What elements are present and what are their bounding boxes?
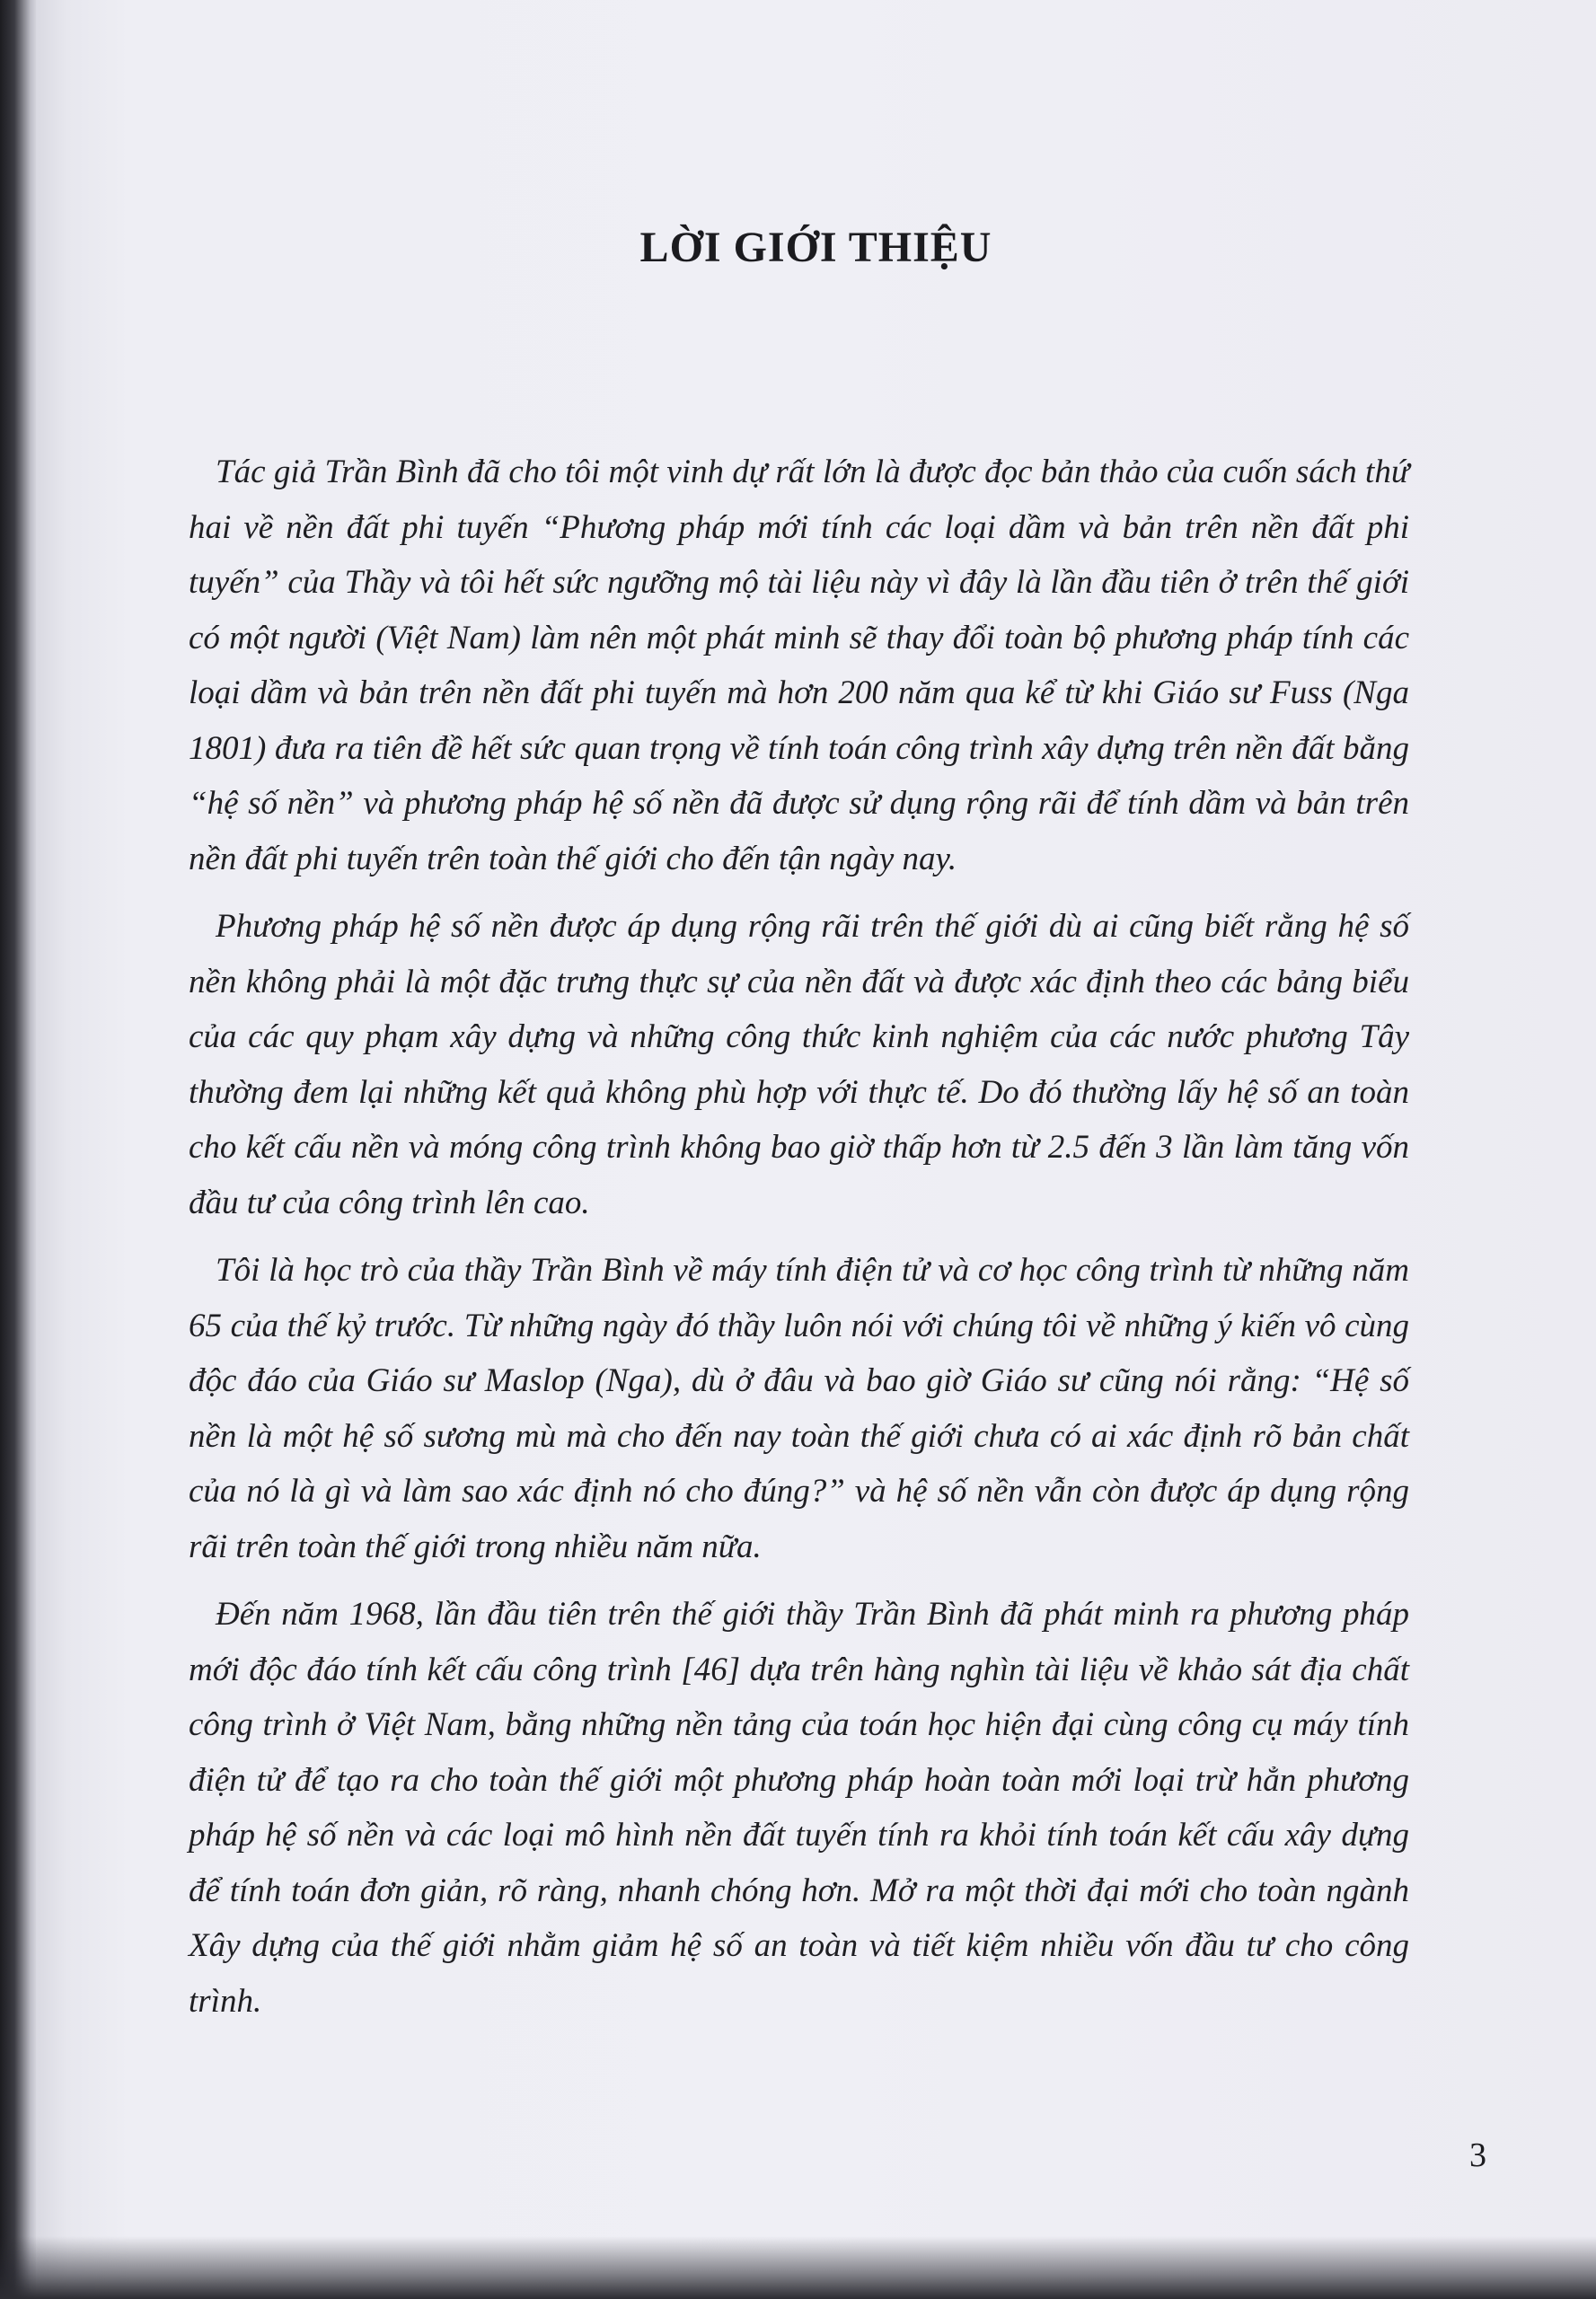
book-page: [36, 0, 1596, 2299]
book-spine-edge: [0, 0, 36, 2299]
page-title: LỜI GIỚI THIỆU: [639, 224, 992, 271]
paragraph-2: Phương pháp hệ số nền được áp dụng rộng rãi trên thế giới dù ai cũng biết rằng hệ số nền không phải là một đặc trưng thực sự của nền đất và được xác định theo các bảng biểu của các quy phạm xây dựng và những công thức kinh nghiệm của các nước phương Tây thường đem lại những kết quả không phù hợp với thực tế. Do đó thường lấy hệ số an toàn cho kết cấu nền và móng công trình không bao giờ thấp hơn từ 2.5 đến 3 lần làm tăng vốn đầu tư của công trình lên cao.: [189, 908, 1409, 1221]
bottom-shadow: [0, 2236, 1596, 2299]
paragraph-1: Tác giả Trần Bình đã cho tôi một vinh dự rất lớn là được đọc bản thảo của cuốn sách thứ hai về nền đất phi tuyến “Phương pháp mới tính các loại dầm và bản trên nền đất phi tuyến” của Thầy và tôi hết sức ngưỡng mộ tài liệu này vì đây là lần đầu tiên ở trên thế giới có một người (Việt Nam) làm nên một phát minh sẽ thay đổi toàn bộ phương pháp tính các loại dầm và bản trên nền đất phi tuyến mà hơn 200 năm qua kể từ khi Giáo sư Fuss (Nga 1801) đưa ra tiên đề hết sức quan trọng về tính toán công trình xây dựng trên nền đất bằng “hệ số nền” và phương pháp hệ số nền đã được sử dụng rộng rãi để tính dầm và bản trên nền đất phi tuyến trên toàn thế giới cho đến tận ngày nay.: [189, 454, 1409, 877]
paragraph-4: Đến năm 1968, lần đầu tiên trên thế giới thầy Trần Bình đã phát minh ra phương pháp mới độc đáo tính kết cấu công trình [46] dựa trên hàng nghìn tài liệu về khảo sát địa chất công trình ở Việt Nam, bằng những nền tảng của toán học hiện đại cùng công cụ máy tính điện tử để tạo ra cho toàn thế giới một phương pháp hoàn toàn mới loại trừ hẳn phương pháp hệ số nền và các loại mô hình nền đất tuyến tính ra khỏi tính toán kết cấu xây dựng để tính toán đơn giản, rõ ràng, nhanh chóng hơn. Mở ra một thời đại mới cho toàn ngành Xây dựng của thế giới nhằm giảm hệ số an toàn và tiết kiệm nhiều vốn đầu tư cho công trình.: [189, 1596, 1409, 2020]
paragraph-3: Tôi là học trò của thầy Trần Bình về máy tính điện tử và cơ học công trình từ những năm 65 của thế kỷ trước. Từ những ngày đó thầy luôn nói với chúng tôi về những ý kiến vô cùng độc đáo của Giáo sư Maslop (Nga), dù ở đâu và bao giờ Giáo sư cũng nói rằng: “Hệ số nền là một hệ số sương mù mà cho đến nay toàn thế giới chưa có ai xác định rõ bản chất của nó là gì và làm sao xác định nó cho đúng?” và hệ số nền vẫn còn được áp dụng rộng rãi trên toàn thế giới trong nhiều năm nữa.: [189, 1252, 1409, 1565]
page-number: 3: [1469, 2136, 1486, 2174]
body-text: [189, 445, 1409, 2041]
